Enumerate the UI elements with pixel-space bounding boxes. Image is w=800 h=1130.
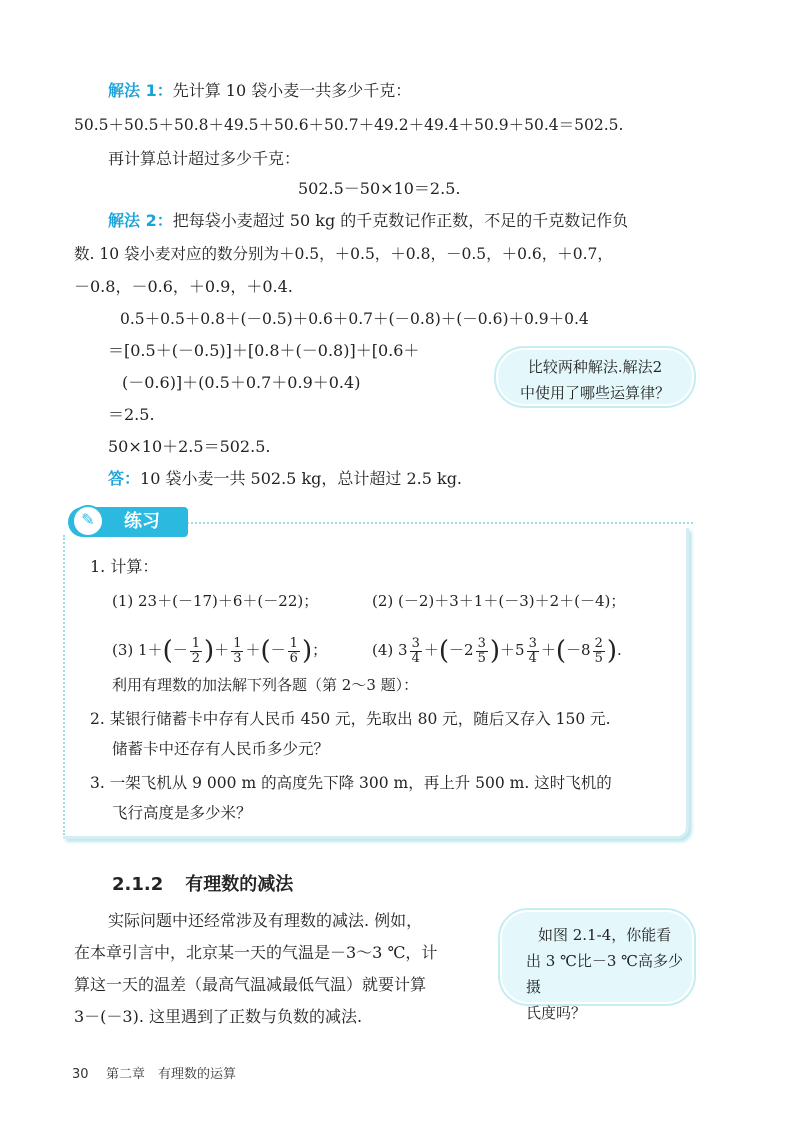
answer-text: 10 袋小麦一共 502.5 kg，总计超过 2.5 kg. [140, 469, 463, 488]
q2-line2: 储蓄卡中还存有人民币多少元？ [112, 740, 330, 758]
method2-eq5: 50×10＋2.5＝502.5. [108, 437, 271, 456]
method1-second: 再计算总计超过多少千克： [108, 149, 301, 168]
minus-sign: － [172, 641, 188, 659]
bubble1-line1: 比较两种解法.解法2 [527, 358, 663, 376]
method2-eq1: 0.5＋0.5＋0.8＋(－0.5)＋0.6＋0.7＋(－0.8)＋(－0.6)＋0.9＋0.4 [120, 310, 589, 328]
method2-label: 解法 2： [108, 211, 173, 230]
fraction-1-2: $\frac{1}{2}$ [191, 635, 201, 666]
method1-calc: 502.5－50×10＝2.5. [298, 179, 461, 198]
fraction-2-5: $\frac{2}{5}$ [594, 635, 603, 666]
q1-part4: (4) 3 $\frac{3}{4}$ ＋(－2 $\frac{3}{5}$ )＋5 $\frac{3}{4}$ ＋(－8 $\frac{2}{5}$ ). [372, 635, 622, 666]
method1-label: 解法 1： [108, 81, 173, 100]
method2-line1 [108, 210, 628, 232]
bubble2-line1: 如图 2.1-4，你能看 [538, 926, 672, 944]
method2-line2: 数. 10 袋小麦对应的数分别为＋0.5，＋0.5，＋0.8，－0.5，＋0.6，＋0.7， [74, 245, 613, 263]
semicolon: ； [312, 641, 328, 659]
thought-bubble-methods [494, 346, 696, 408]
pencil-icon: ✎ [72, 505, 104, 537]
plus-sign: ＋ [214, 641, 230, 659]
practice-note: 利用有理数的加法解下列各题（第 2～3 题）： [112, 676, 419, 694]
fraction-3-4b: $\frac{3}{4}$ [528, 635, 537, 666]
answer-line [108, 468, 462, 490]
method2-text1: 把每袋小麦超过 50 kg 的千克数记作正数，不足的千克数记作负 [172, 211, 629, 230]
section-title: 有理数的减法 [185, 874, 294, 895]
q1-part2: (2) (－2)＋3＋1＋(－3)＋2＋(－4)； [372, 592, 626, 610]
q3-line1: 3. 一架飞机从 9 000 m 的高度先下降 300 m，再上升 500 m. 这时飞机的 [90, 774, 612, 792]
section-p1: 实际问题中还经常涉及有理数的减法. 例如， [108, 911, 423, 930]
paren-close: ) [301, 636, 313, 666]
thought-bubble-temperature [498, 908, 696, 1022]
practice-divider [183, 522, 693, 524]
q2-line1: 2. 某银行储蓄卡中存有人民币 450 元，先取出 80 元，随后又存入 150 元. [90, 710, 611, 728]
answer-label: 答： [108, 469, 141, 488]
chapter-title: 第二章 有理数的运算 [106, 1067, 237, 1082]
q1-4-prefix: (4) 3 [372, 641, 408, 659]
method1-sum: 50.5＋50.5＋50.8＋49.5＋50.6＋50.7＋49.2＋49.4＋50.9＋50.4＝502.5. [74, 116, 624, 134]
section-p4: 3－(－3). 这里遇到了正数与负数的减法. [74, 1007, 363, 1026]
fraction-1-3: $\frac{1}{3}$ [233, 635, 242, 666]
plus-sign: ＋ [245, 641, 261, 659]
fraction-3-5: $\frac{3}{5}$ [477, 635, 486, 666]
method2-eq4: ＝2.5. [108, 405, 155, 424]
q3-line2: 飞行高度是多少米？ [112, 804, 252, 822]
section-number: 2.1.2 [112, 874, 164, 895]
q1-part1: (1) 23＋(－17)＋6＋(－22)； [112, 592, 319, 610]
paren-open: ( [260, 636, 271, 666]
section-p2: 在本章引言中，北京某一天的气温是－3～3 ℃，计 [74, 943, 438, 962]
method2-line3: －0.8，－0.6，＋0.9，＋0.4. [74, 277, 293, 296]
paren-open: ( [162, 636, 173, 666]
q1-label: 1. 计算： [90, 557, 159, 576]
page-number: 30 [72, 1067, 89, 1082]
practice-left-border [63, 535, 65, 835]
method1-intro: 先计算 10 袋小麦一共多少千克： [172, 81, 412, 100]
method1-line [108, 80, 411, 102]
q1-3-prefix: (3) 1＋ [112, 641, 163, 659]
fraction-3-4: $\frac{3}{4}$ [411, 635, 420, 666]
q1-part3 [112, 630, 327, 670]
method2-eq3: (－0.6)]＋(0.5＋0.7＋0.9＋0.4) [122, 373, 361, 392]
paren-close: ) [204, 636, 215, 666]
minus-sign: － [270, 641, 286, 659]
bubble1-line2: 中使用了哪些运算律？ [519, 384, 670, 402]
bubble2-line3: 氏度吗？ [526, 1004, 587, 1022]
bubble2-line2: 出 3 ℃比－3 ℃高多少摄 [526, 952, 683, 996]
method2-eq2: ＝[0.5＋(－0.5)]＋[0.8＋(－0.8)]＋[0.6＋ [108, 341, 420, 360]
practice-title: 练习 [124, 511, 160, 532]
fraction-1-6: $\frac{1}{6}$ [289, 635, 298, 666]
section-heading [112, 872, 293, 898]
section-p3: 算这一天的温差（最高气温减最低气温）就要计算 [74, 975, 427, 994]
